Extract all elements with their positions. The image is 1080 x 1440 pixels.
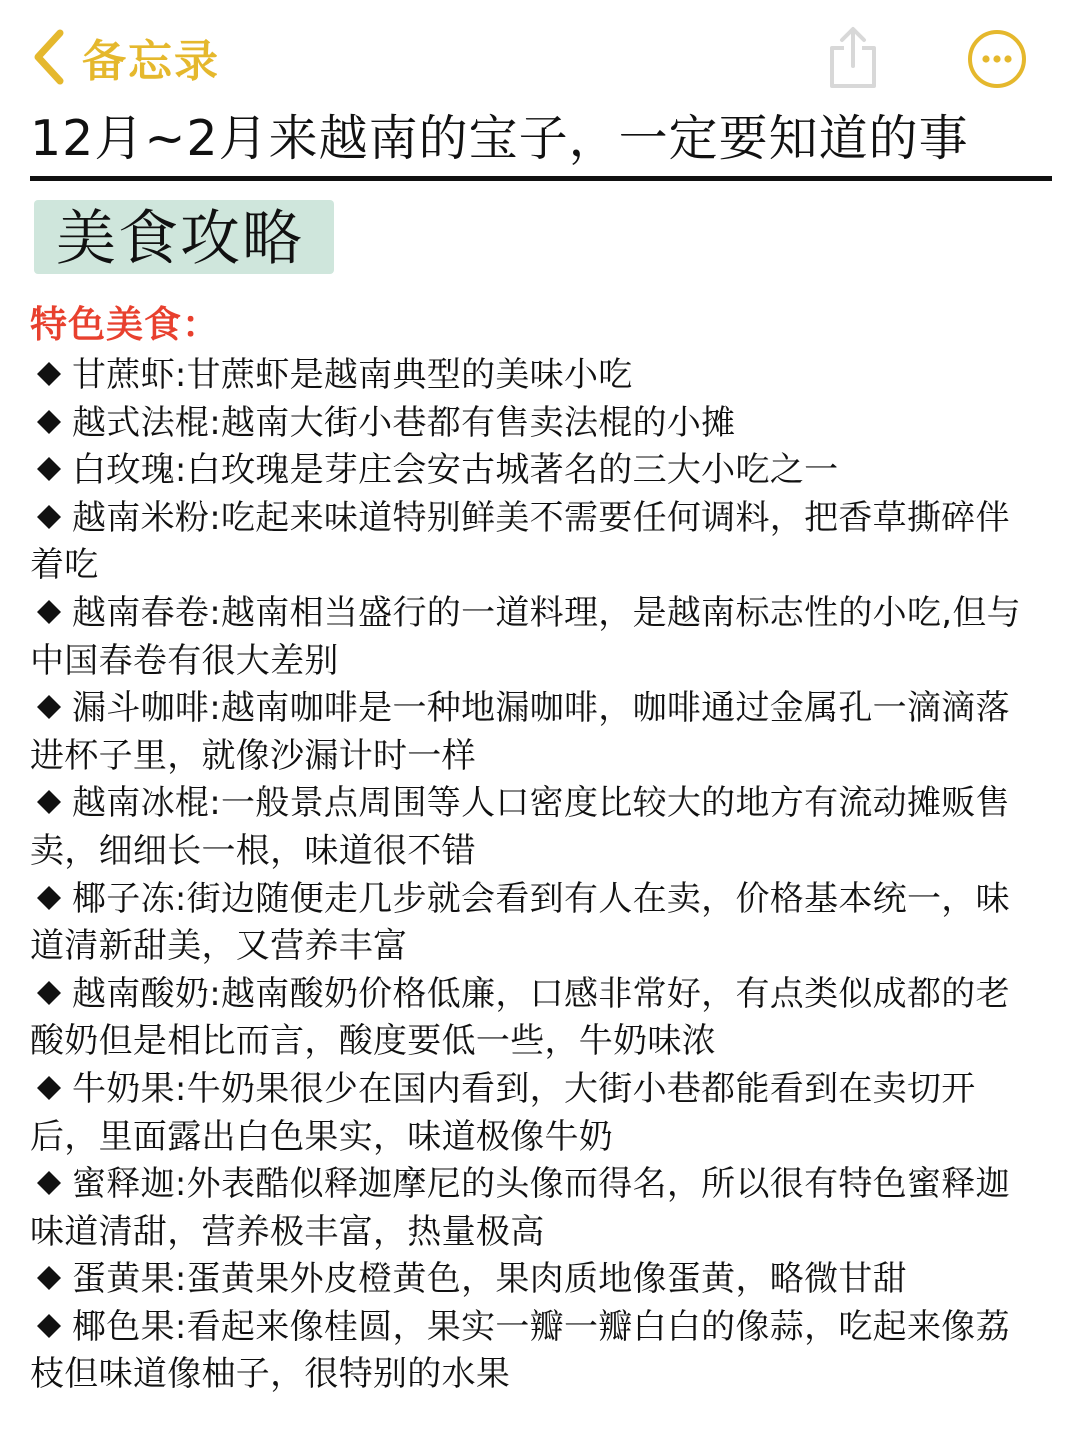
list-item: [30, 1304, 1030, 1399]
food-description: 越南酸奶价格低廉，口感非常好，有点类似成都的老酸奶但是相比而言，酸度要低一些，牛奶味浓: [30, 973, 1010, 1062]
list-item: [30, 1161, 1030, 1256]
diamond-bullet-icon: [36, 694, 62, 720]
back-button[interactable]: [30, 22, 220, 92]
subheading: 特色美食：: [30, 303, 220, 346]
food-description: 外表酷似释迦摩尼的头像而得名，所以很有特色蜜释迦味道清甜，营养极丰富，热量极高: [30, 1164, 1010, 1252]
food-name: 越式法棍: [72, 402, 210, 443]
name-separator: :: [209, 402, 221, 443]
food-description: 越南大街小巷都有售卖法棍的小摊: [220, 402, 736, 443]
food-list: [30, 352, 1030, 1399]
food-name: 白玫瑰: [72, 450, 175, 491]
name-separator: :: [174, 355, 187, 395]
diamond-bullet-icon: [36, 1075, 62, 1101]
name-separator: :: [209, 497, 221, 538]
back-label: 备忘录: [82, 36, 220, 87]
food-name: 蜜释迦: [72, 1164, 175, 1205]
list-item: [30, 495, 1030, 590]
food-name: 椰色果: [72, 1306, 175, 1347]
food-description: 吃起来味道特别鲜美不需要任何调料，把香草撕碎伴着吃: [30, 497, 1010, 586]
list-item: [30, 1066, 1030, 1161]
food-name: 越南米粉: [72, 497, 210, 538]
diamond-bullet-icon: [36, 504, 62, 530]
list-item: [30, 876, 1030, 971]
note-title: 12月~2月来越南的宝子，一定要知道的事: [30, 110, 969, 167]
list-item: [30, 447, 1030, 495]
food-name: 甘蔗虾: [72, 355, 175, 395]
food-description: 看起来像桂圆，果实一瓣一瓣白白的像蒜，吃起来像荔枝但味道像柚子，很特别的水果: [30, 1306, 1010, 1395]
food-name: 椰子冻: [72, 878, 175, 919]
food-description: 一般景点周围等人口密度比较大的地方有流动摊贩售卖，细细长一根，味道很不错: [30, 783, 1010, 871]
name-separator: :: [174, 878, 187, 919]
list-item: [30, 780, 1030, 875]
food-name: 牛奶果: [72, 1068, 175, 1109]
list-item: [30, 352, 1030, 400]
food-description: 街边随便走几步就会看到有人在卖，价格基本统一，味道清新甜美，又营养丰富: [30, 878, 1010, 967]
food-name: 越南冰棍: [72, 783, 210, 824]
food-description: 越南相当盛行的一道料理，是越南标志性的小吃,但与中国春卷有很大差别: [30, 592, 1021, 681]
food-description: 越南咖啡是一种地漏咖啡，咖啡通过金属孔一滴滴落进杯子里，就像沙漏计时一样: [30, 688, 1010, 776]
list-item: [30, 400, 1030, 448]
name-separator: :: [209, 592, 221, 633]
diamond-bullet-icon: [36, 456, 62, 482]
diamond-bullet-icon: [36, 361, 62, 387]
list-item: [30, 685, 1030, 780]
diamond-bullet-icon: [36, 1265, 62, 1291]
title-divider: [30, 176, 1052, 181]
top-bar: [0, 0, 1080, 110]
diamond-bullet-icon: [36, 1313, 62, 1339]
diamond-bullet-icon: [36, 980, 62, 1006]
diamond-bullet-icon: [36, 409, 62, 435]
chevron-left-icon: [30, 27, 68, 87]
name-separator: :: [209, 973, 221, 1014]
food-description: 蛋黄果外皮橙黄色，果肉质地像蛋黄，略微甘甜: [186, 1259, 907, 1300]
food-name: 漏斗咖啡: [72, 688, 210, 729]
food-name: 越南酸奶: [72, 973, 210, 1014]
name-separator: :: [174, 1259, 187, 1300]
food-name: 蛋黄果: [72, 1259, 175, 1300]
list-item: [30, 590, 1030, 685]
list-item: [30, 1256, 1030, 1304]
name-separator: :: [174, 1164, 187, 1205]
diamond-bullet-icon: [36, 599, 62, 625]
food-name: 越南春卷: [72, 592, 210, 633]
more-icon: [966, 28, 1028, 90]
food-description: 白玫瑰是芽庄会安古城著名的三大小吃之一: [186, 450, 839, 491]
name-separator: :: [174, 1306, 187, 1347]
name-separator: :: [209, 688, 221, 729]
food-description: 牛奶果很少在国内看到，大街小巷都能看到在卖切开后，里面露出白色果实，味道极像牛奶: [30, 1068, 976, 1157]
diamond-bullet-icon: [36, 789, 62, 815]
share-icon: [822, 24, 884, 90]
name-separator: :: [209, 783, 221, 824]
section-title: 美食攻略: [56, 204, 304, 274]
food-description: 甘蔗虾是越南典型的美味小吃: [186, 355, 633, 395]
name-separator: :: [174, 450, 187, 491]
share-button[interactable]: [822, 24, 884, 90]
diamond-bullet-icon: [36, 885, 62, 911]
more-button[interactable]: [966, 28, 1028, 90]
list-item: [30, 971, 1030, 1066]
name-separator: :: [174, 1068, 187, 1109]
diamond-bullet-icon: [36, 1170, 62, 1196]
